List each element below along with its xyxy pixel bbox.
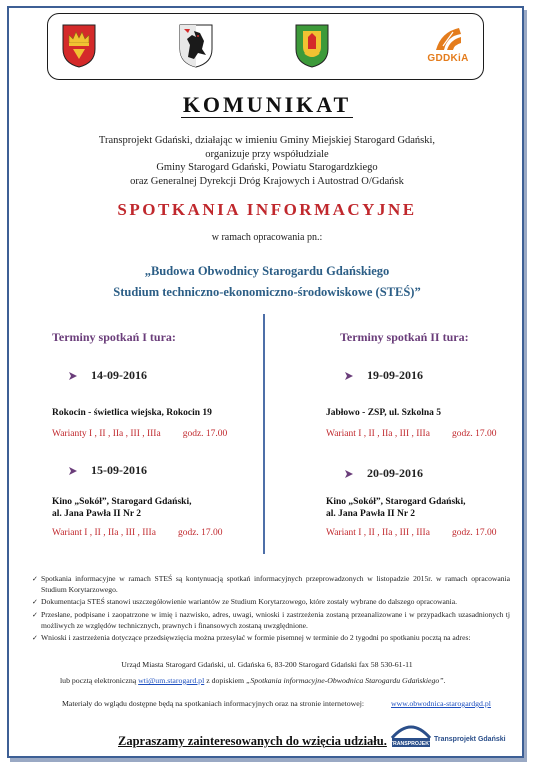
arrow-bullet-icon bbox=[344, 469, 354, 479]
note-item: ✓ Spotkania informacyjne w ramach STEŚ są kontynuacją spotkań informacyjnych przeprowadzonych w listopadzie 2015r. w ramach opracowania Studium Korytarzowego. bbox=[32, 574, 510, 594]
meeting-date: 15-09-2016 bbox=[91, 463, 147, 477]
gddkia-road-icon bbox=[433, 26, 463, 52]
checkmark-icon: ✓ bbox=[32, 575, 38, 583]
meeting-date: 20-09-2016 bbox=[367, 466, 423, 480]
invitation-text: Zapraszamy zainteresowanych do wzięcia udziału. bbox=[118, 734, 387, 748]
website-link[interactable]: www.obwodnica-starogardgd.pl bbox=[391, 699, 491, 708]
subtitle: SPOTKANIA INFORMACYJNE bbox=[117, 200, 417, 219]
variants-text: Wariant I , II , IIa , III , IIIa bbox=[326, 528, 430, 538]
meeting-variants bbox=[52, 528, 223, 538]
project-title-line2: Studium techniczno-ekonomiczno-środowiskowe (STEŚ)” bbox=[113, 285, 421, 299]
intro-paragraph bbox=[40, 134, 494, 188]
round1-meeting2-date-row bbox=[68, 463, 147, 478]
transprojekt-name: Transprojekt Gdański bbox=[434, 736, 506, 743]
meeting-venue: Kino „Sokół”, Starogard Gdański, al. Jana Pawła II Nr 2 bbox=[326, 497, 466, 519]
griffin-crest-icon bbox=[178, 23, 214, 69]
checkmark-icon: ✓ bbox=[32, 611, 38, 619]
meeting-variants bbox=[326, 528, 497, 538]
meeting-variants bbox=[326, 429, 497, 439]
project-title-line1: „Budowa Obwodnicy Starogardu Gdańskiego bbox=[144, 264, 390, 278]
variants-text: Wariant I , II , IIa , III , IIIa bbox=[52, 528, 156, 538]
meeting-time: godz. 17.00 bbox=[451, 429, 497, 439]
meeting-venue: Kino „Sokół”, Starogard Gdański, al. Jana Pawła II Nr 2 bbox=[52, 497, 192, 519]
transprojekt-logo bbox=[390, 716, 512, 752]
round2-meeting1-date-row bbox=[344, 368, 423, 383]
gddkia-logo bbox=[422, 26, 474, 70]
arrow-bullet-icon bbox=[344, 371, 354, 381]
intro-line: oraz Generalnej Dyrekcji Dróg Krajowych i Autostrad O/Gdańsk bbox=[130, 175, 404, 187]
powiat-crest-icon bbox=[294, 23, 330, 69]
gddkia-logo-text: GDDKiA bbox=[427, 53, 469, 64]
note-item: ✓ Przesłane, podpisane i zaopatrzone w imię i nazwisko, adres, uwagi, wnioski i zastrzeżenia zostaną przeanalizowane i w przypadkach uzasadnionych tj możliwych ze względów technicznych, prawnych i finansowych zostaną uwzględnione. bbox=[32, 610, 510, 630]
intro-line: Gminy Starogard Gdański, Powiatu Starogardzkiego bbox=[156, 162, 378, 173]
checkmark-icon: ✓ bbox=[32, 634, 38, 642]
variants-text: Wariant I , II , IIa , III , IIIa bbox=[326, 429, 430, 439]
notes-list bbox=[32, 573, 510, 645]
intro-line: organizuje przy współudziale bbox=[205, 148, 329, 160]
transprojekt-mark-text: TRANSPROJEKT bbox=[390, 741, 432, 747]
meeting-date: 19-09-2016 bbox=[367, 368, 423, 382]
note-item: ✓ Wnioski i zastrzeżenia dotyczące przedsięwzięcia można przesyłać w formie pisemnej w terminie do 2 tygodni po spotkaniu pocztą na adres: bbox=[32, 633, 471, 642]
round2-title: Terminy spotkań II tura: bbox=[340, 330, 469, 344]
meeting-time: godz. 17.00 bbox=[177, 528, 223, 538]
checkmark-icon: ✓ bbox=[32, 598, 38, 606]
logo-strip bbox=[47, 13, 484, 80]
intro-line: Transprojekt Gdański, działając w imieniu Gminy Miejskiej Starogard Gdański, bbox=[98, 135, 436, 146]
meeting-date: 14-09-2016 bbox=[91, 368, 147, 382]
materials-note: Materiały do wglądu dostępne będą na spotkaniach informacyjnych oraz na stronie internetowej: bbox=[62, 699, 365, 708]
round2-meeting2-date-row bbox=[344, 466, 423, 481]
page-title: KOMUNIKAT bbox=[182, 92, 352, 117]
arrow-bullet-icon bbox=[68, 371, 78, 381]
frame-note: w ramach opracowania pn.: bbox=[211, 232, 323, 243]
postal-address: Urząd Miasta Starogard Gdański, ul. Gdańska 6, 83-200 Starogard Gdański fax 58 530-61-11 bbox=[121, 660, 413, 669]
meeting-time: godz. 17.00 bbox=[182, 429, 228, 439]
meeting-time: godz. 17.00 bbox=[451, 528, 497, 538]
meeting-venue: Rokocin - świetlica wiejska, Rokocin 19 bbox=[52, 408, 212, 418]
starogard-crest-icon bbox=[61, 23, 97, 69]
variants-text: Warianty I , II , IIa , III , IIIa bbox=[52, 429, 161, 439]
transprojekt-mark-icon bbox=[390, 716, 432, 750]
email-line: lub pocztą elektroniczną wti@um.starogard.pl z dopiskiem „Spotkania informacyjne-Obwodnica Starogardu Gdańskiego”. bbox=[60, 676, 446, 685]
note-item: ✓ Dokumentacja STEŚ stanowi uszczegółowienie wariantów ze Studium Korytarzowego, które zostały wybrane do dalszego opracowania. bbox=[32, 597, 458, 606]
email-link[interactable]: wti@um.starogard.pl bbox=[138, 676, 205, 685]
meeting-variants bbox=[52, 429, 227, 439]
arrow-bullet-icon bbox=[68, 466, 78, 476]
column-divider bbox=[263, 314, 265, 554]
meeting-venue: Jabłowo - ZSP, ul. Szkolna 5 bbox=[326, 408, 442, 418]
round1-meeting1-date-row bbox=[68, 368, 147, 383]
round1-title: Terminy spotkań I tura: bbox=[52, 330, 176, 344]
